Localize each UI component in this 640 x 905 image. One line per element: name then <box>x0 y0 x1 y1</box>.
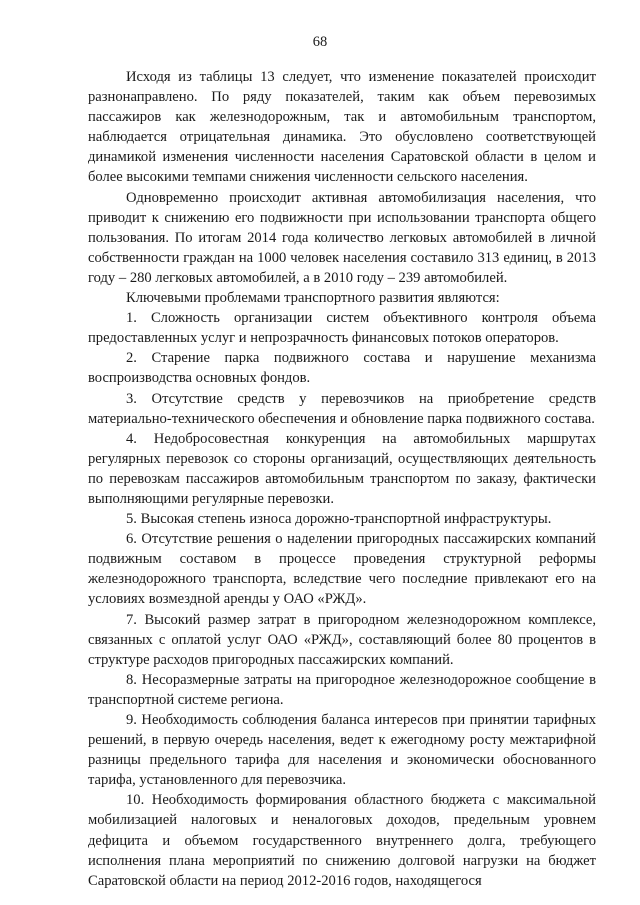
list-item-9: 9. Необходимость соблюдения баланса интересов при принятии тарифных решений, в первую очередь населения, ведет к ежегодному росту межтарифной разницы предельного тарифа для населения и экономически обоснованного тарифа, установленного для перевозчика. <box>88 712 596 789</box>
list-item-10: 10. Необходимость формирования областного бюджета с максимальной мобилизацией налоговых и неналоговых доходов, предельным уровнем дефицита и объемом государственного внутреннего долга, требующего исполнения плана мероприятий по снижению долговой нагрузки на бюджет Саратовской области на период 2012-2016 годов, находящегося <box>88 792 596 889</box>
paragraph-key-problems-intro: Ключевыми проблемами транспортного развития являются: <box>126 290 500 307</box>
page-number: 68 <box>312 34 328 50</box>
list-item-1: 1. Сложность организации систем объективного контроля объема предоставленных услуг и непрозрачность финансовых потоков операторов. <box>88 310 596 347</box>
paragraph-table-13-analysis: Исходя из таблицы 13 следует, что изменение показателей происходит разнонаправлено. По ряду показателей, таким как объем перевозимых пассажиров как железнодорожным, так и автомобильным транспортом, наблюдается отрицательная динамика. Это обусловлено соответствующей динамикой изменения численности населения Саратовской области в целом и более высокими темпами снижения численности сельского населения. <box>88 69 596 186</box>
document-body <box>88 67 596 891</box>
list-item-8: 8. Несоразмерные затраты на пригородное железнодорожное сообщение в транспортной системе региона. <box>88 671 596 708</box>
list-item-2: 2. Старение парка подвижного состава и нарушение механизма воспроизводства основных фондов. <box>88 350 596 387</box>
list-item-4: 4. Недобросовестная конкуренция на автомобильных маршрутах регулярных перевозок со стороны организаций, осуществляющих деятельность по перевозкам пассажиров автомобильным транспортом по заказу, фактически выполняющими регулярные перевозки. <box>88 430 596 507</box>
paragraph-automobilization: Одновременно происходит активная автомобилизация населения, что приводит к снижению его подвижности при использовании транспорта общего пользования. По итогам 2014 года количество легковых автомобилей в личной собственности граждан на 1000 человек населения составило 313 единиц, в 2013 году – 280 легковых автомобилей, а в 2010 году – 239 автомобилей. <box>88 189 596 286</box>
list-item-6: 6. Отсутствие решения о наделении пригородных пассажирских компаний подвижным составом в процессе проведения структурной реформы железнодорожного транспорта, вследствие чего последние привлекают его на условиях возмездной аренды у ОАО «РЖД». <box>88 531 596 608</box>
list-item-7: 7. Высокий размер затрат в пригородном железнодорожном комплексе, связанных с оплатой услуг ОАО «РЖД», составляющий более 80 процентов в структуре расходов пригородных пассажирских компаний. <box>88 611 596 668</box>
list-item-5: 5. Высокая степень износа дорожно-транспортной инфраструктуры. <box>126 511 552 528</box>
list-item-3: 3. Отсутствие средств у перевозчиков на приобретение средств материально-технического обеспечения и обновление парка подвижного состава. <box>88 390 596 427</box>
